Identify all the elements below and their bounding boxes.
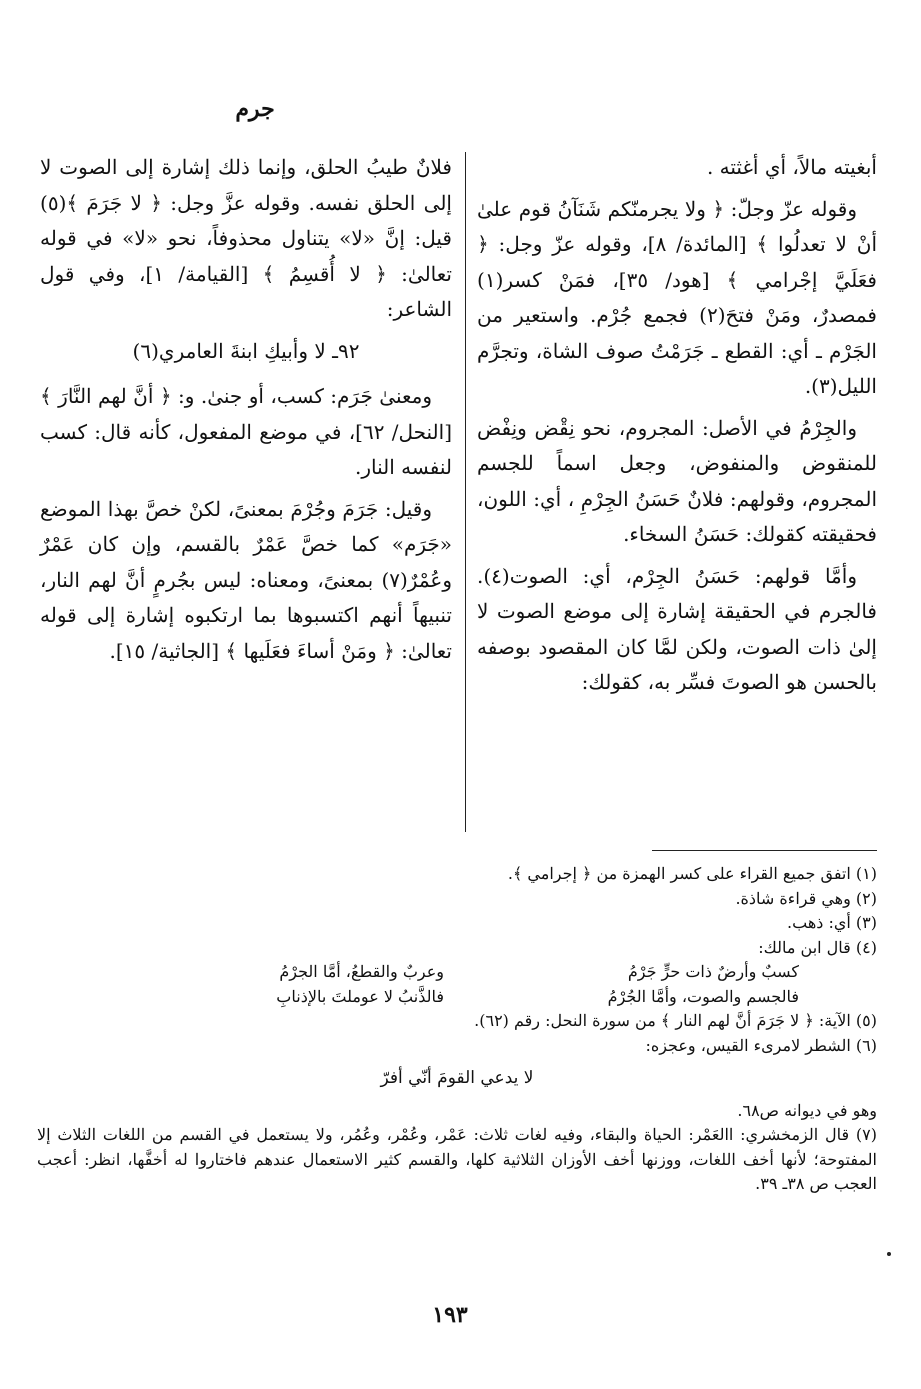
verse-quote: ٩٢ـ لا وأبيكِ ابنةَ العامري(٦) <box>132 338 360 363</box>
footnote: (٦) الشطر لامرىء القيس، وعجزه: <box>645 1035 877 1055</box>
paragraph: وقوله عزّ وجلّ: ﴿ ولا يجرمنّكم شَنَآنُ قوم علىٰ أنْ لا تعدلُوا ﴾ [المائدة/ ٨]، وقوله عزّ وجل: ﴿ فعَلَيَّ إجْرامي ﴾ [هود/ ٣٥]، فمَنْ كسر(١) فمصدرٌ، ومَنْ فتحَ(٢) فجمع جُرْم. واستعير من الجَرْم ـ أي: القطع ـ جَرَمْتُ صوف الشاة، وتجرَّم الليل(٣). <box>477 196 877 398</box>
footnote-continuation: وهو في ديوانه ص٦٨. <box>737 1100 877 1120</box>
footnote: (٢) وهي قراءة شاذة. <box>735 888 877 908</box>
footnote: (٣) أي: ذهب. <box>787 913 877 932</box>
margin-mark <box>887 1252 891 1256</box>
paragraph: وقيل: جَرَمَ وجُرْمَ بمعنىً، لكنْ خصَّ بهذا الموضع «جَرَم» كما خصَّ عَمْرٌ بالقسم، وإن كان عَمْرٌ وعُمْرٌ(٧) بمعنىً، ومعناه: ليس بجُرمٍ أنَّ لهم النار، تنبيهاً أنهم اكتسبوها بما ارتكبوه إشارة إلى قوله تعالىٰ: ﴿ ومَنْ أساءَ فعَلَيها ﴾ [الجاثية/ ١٥]. <box>40 496 452 663</box>
poem-hemistich: وعربٌ والقطعُ، أمَّا الجرْمُ <box>279 962 444 981</box>
poem-hemistich: فالذَّنبُ لا عوملتَ بالإذنابِ <box>276 986 444 1006</box>
column-divider <box>465 152 466 832</box>
poem-hemistich: فالجسم والصوت، وأمَّا الجُرْمُ <box>607 986 799 1006</box>
running-header: جرم <box>235 96 275 122</box>
footnote: (١) اتفق جميع القراء على كسر الهمزة من ﴿ إجرامي ﴾. <box>507 864 877 883</box>
footnote: (٧) قال الزمخشري: االعَمْر: الحياة والبقاء، وفيه لغات ثلاث: عَمْر، وعُمْر، وعُمُر، ولا يستعمل في القسم من اللغات الثلاث إلا المفتوحة؛ لأنها أخف اللغات، ووزنها أخف الأوزان الثلاثية كلها، والقسم كثير الاستعمال عندهم فاختاروا له أخفَّها، انظر: أعجب العجب ص ٣٨ـ ٣٩. <box>37 1125 877 1193</box>
footnote-separator <box>652 850 877 851</box>
paragraph: أبغيته مالاً، أي أغثته . <box>706 155 877 179</box>
page-number: ١٩٣ <box>432 1302 468 1328</box>
right-column <box>477 150 877 707</box>
paragraph: وأمَّا قولهم: حَسَنُ الجِرْم، أي: الصوت(٤). فالجرم في الحقيقة إشارة إلى موضع الصوت لا إلىٰ ذات الصوت، ولكن لمَّا كان المقصود بوصفه بالحسن هو الصوتَ فسِّر به، كقولك: <box>477 563 877 694</box>
footnotes <box>37 862 877 1197</box>
poem-block <box>97 960 807 1009</box>
footnote: (٤) قال ابن مالك: <box>758 937 877 957</box>
paragraph: فلانٌ طيبُ الحلق، وإنما ذلك إشارة إلى الصوت لا إلى الحلق نفسه. وقوله عزَّ وجل: ﴿ لا جَرَمَ ﴾(٥) قيل: إنَّ «لا» يتناول محذوفاً، نحو «لا» في قوله تعالىٰ: ﴿ لا أُقسِمُ ﴾ [القيامة/ ١]، وفي قول الشاعر: <box>40 155 452 321</box>
paragraph: والجِرْمُ في الأصل: المجروم، نحو نِقْض ونِفْض للمنقوض والمنفوض، وجعل اسماً للجسم المجروم، وقولهم: فلانٌ حَسَنُ الجِرْمِ ، أي: اللون، فحقيقته كقولك: حَسَنُ السخاء. <box>477 415 877 546</box>
left-column <box>40 150 452 675</box>
poem-hemistich: كسبٌ وأرضٌ ذات حرٍّ جَرْمُ <box>627 962 799 981</box>
footnote-verse: لا يدعي القومَ أنّي أفرّ <box>380 1068 534 1088</box>
paragraph: ومعنىٰ جَرَم: كسب، أو جنىٰ. و: ﴿ أنَّ لهم النَّارَ ﴾ [النحل/ ٦٢]، في موضع المفعول، كأنه قال: كسب لنفسه النار. <box>40 384 452 479</box>
footnote: (٥) الآية: ﴿ لا جَرَمَ أنَّ لهم النار ﴾ من سورة النحل: رقم (٦٢). <box>474 1011 877 1030</box>
